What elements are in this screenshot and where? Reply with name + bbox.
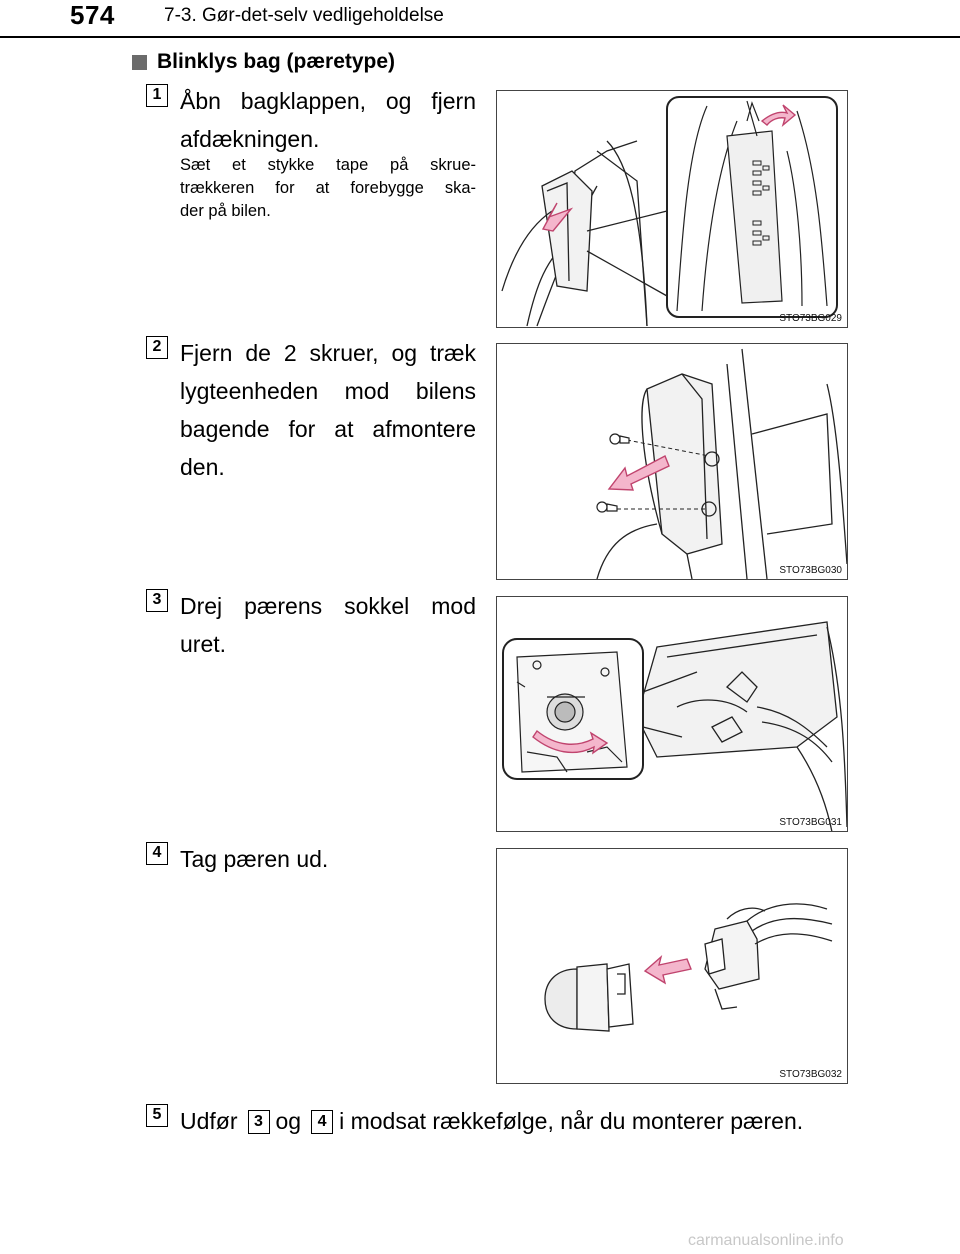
step-4-line: Tag pæren ud. [180,846,329,872]
step-3-line: Drej pærens sokkel mod [180,593,476,619]
step-number-4: 4 [146,842,168,865]
figure-remove-lamp-unit [496,343,848,580]
step-1-note-line: trækkeren for at forebygge ska- [180,179,476,197]
tailgate-cover-illustration [497,91,848,328]
step-2-line: lygteenheden mod bilens [180,378,476,404]
section-heading-text: Blinklys bag (pæretype) [157,50,396,73]
step-1-note [180,154,476,223]
step-5-text [180,1108,803,1135]
step-1-note-line: Sæt et stykke tape på skrue- [180,156,476,174]
step-4-text [180,840,476,878]
step-3-text [180,587,476,663]
lamp-unit-illustration [497,344,848,580]
page-number: 574 [70,0,115,30]
step-1-note-line: der på bilen. [180,202,271,220]
step-number-1: 1 [146,84,168,107]
step-2-text [180,334,476,486]
step-5-text-after: i modsat rækkefølge, når du monterer pæren. [339,1108,804,1134]
figure-code: STO73BG029 [779,313,842,324]
step-number-5: 5 [146,1104,168,1127]
bulb-illustration [497,849,848,1084]
pull-arrow-icon [645,957,691,983]
step-5-text-before: Udfør [180,1108,238,1134]
step-1-line: Åbn bagklappen, og fjern [180,88,476,114]
step-2-line: Fjern de 2 skruer, og træk [180,340,476,366]
square-bullet-icon [132,55,147,70]
section-heading [132,50,395,74]
figure-remove-bulb [496,848,848,1084]
step-5-text-middle: og [275,1108,302,1134]
step-number-3: 3 [146,589,168,612]
figure-code: STO73BG031 [779,817,842,828]
step-reference-4: 4 [311,1110,333,1134]
figure-turn-bulb-socket [496,596,848,832]
bulb-socket-illustration [497,597,848,832]
step-1-line: afdækningen. [180,126,320,152]
step-2-line: den. [180,454,225,480]
watermark: carmanualsonline.info [688,1232,844,1249]
figure-code: STO73BG032 [779,1069,842,1080]
step-reference-3: 3 [248,1110,270,1134]
figure-remove-cover [496,90,848,328]
step-1-text [180,82,476,158]
header-rule [0,36,960,38]
chapter-title: 7-3. Gør-det-selv vedligeholdelse [164,5,444,26]
step-number-2: 2 [146,336,168,359]
figure-code: STO73BG030 [779,565,842,576]
step-3-line: uret. [180,631,227,657]
step-2-line: bagende for at afmontere [180,416,476,442]
